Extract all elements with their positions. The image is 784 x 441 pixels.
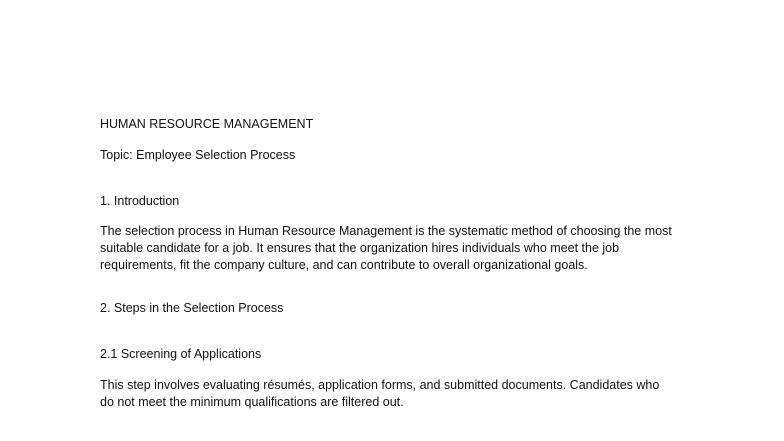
section-heading-introduction: 1. Introduction xyxy=(100,194,180,208)
paragraph-line: requirements, fit the company culture, and can contribute to overall organizational goals. xyxy=(100,258,588,272)
document-topic: Topic: Employee Selection Process xyxy=(100,148,296,162)
paragraph-line: The selection process in Human Resource Management is the systematic method of choosing the most xyxy=(100,224,672,238)
introduction-paragraph xyxy=(100,223,700,274)
section-heading-steps: 2. Steps in the Selection Process xyxy=(100,301,284,315)
screening-paragraph xyxy=(100,377,700,411)
section-heading-screening: 2.1 Screening of Applications xyxy=(100,347,262,361)
document-title: HUMAN RESOURCE MANAGEMENT xyxy=(100,117,314,131)
paragraph-line: This step involves evaluating résumés, application forms, and submitted documents. Candidates who xyxy=(100,378,660,392)
paragraph-line: suitable candidate for a job. It ensures that the organization hires individuals who meet the job xyxy=(100,241,620,255)
paragraph-line: do not meet the minimum qualifications are filtered out. xyxy=(100,395,404,409)
